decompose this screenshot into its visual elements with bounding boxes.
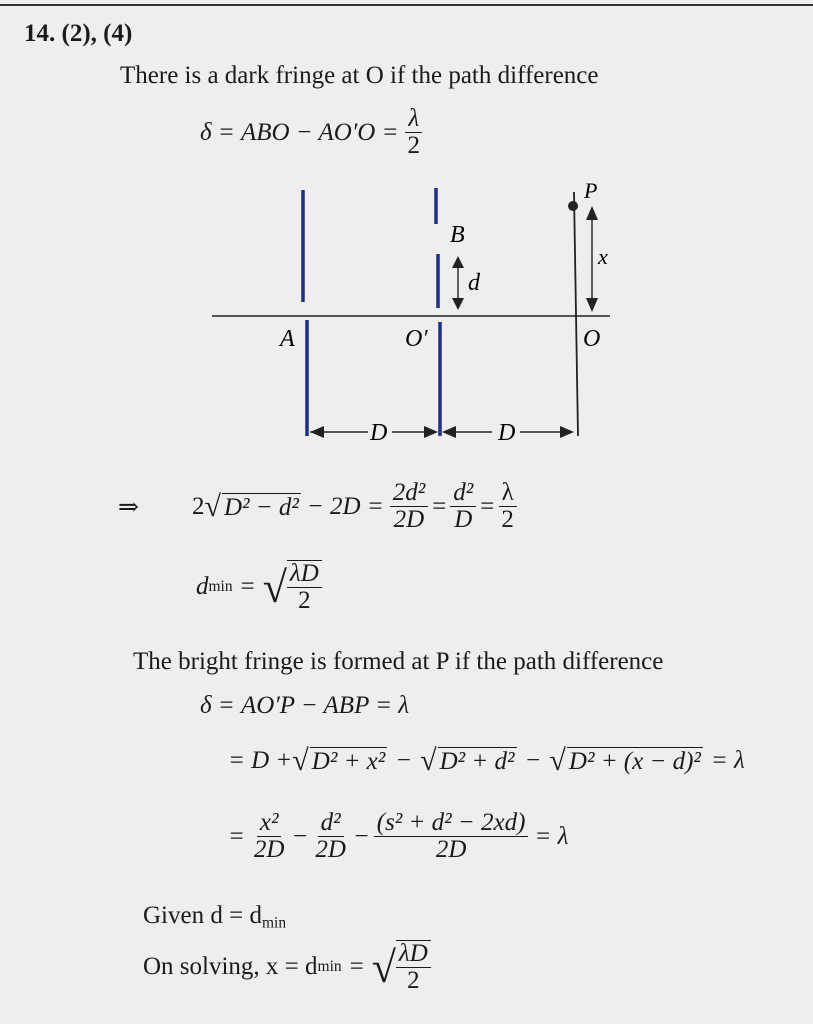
given-text: Given d = d [143,902,262,929]
bright-eq3-tail: = λ [534,822,569,850]
top-rule [0,4,813,6]
dark-eq-den: 2 [407,132,420,160]
implies-frac-1 [390,480,429,534]
bright-text: The bright fringe is formed at P if the path difference [133,648,664,675]
label-x: x [598,244,608,269]
bright-eq-3 [228,810,568,864]
dark-fringe-equation [200,106,423,160]
implies-radicand: D² − d² [223,493,299,521]
bright-eq2-radicand-2: D² + d² [439,747,515,775]
bright-eq3-f3-den: 2D [435,836,467,864]
d2-arrow-left [442,426,456,438]
solving-fraction [396,940,431,995]
given-subscript: min [261,914,287,932]
dark-eq-fraction [404,106,423,160]
implies-f1-den: 2D [393,506,425,534]
sqrt-sign: √ [371,942,396,992]
solving-num: λD [396,941,431,968]
bright-eq3-frac-3 [374,810,529,864]
bright-eq3-frac-1 [251,810,288,864]
dmin-equation: d min = √ $\frac{\lambda D}{2}$ [196,560,322,615]
d1-arrow-right [424,426,438,438]
implies-f1-num: 2d² [390,480,429,507]
point-p-dot [568,201,578,211]
bright-eq3-minus-1: − [291,822,309,850]
label-p: P [584,178,598,203]
equals-sign: = [480,492,495,520]
question-answers: (2), (4) [61,20,133,47]
bright-eq3-minus-2: − [352,822,370,850]
equals-sign: = [432,492,447,520]
bright-eq3-f2-den: 2D [315,836,346,864]
label-a: A [280,326,295,352]
bright-eq3-f1-den: 2D [253,836,285,864]
sqrt-sign: √ [420,744,437,777]
label-o: O [583,326,601,352]
implies-frac-2 [450,480,476,534]
d1-arrow-left [310,426,324,438]
label-b: B [450,222,465,248]
bright-eq3-f1-num: x² [257,810,282,837]
question-number: 14. [24,20,56,47]
given-line [143,902,286,930]
solving-text: On solving, x = d [143,953,318,981]
dark-eq-num: λ [405,106,422,133]
bright-eq2-radicand-3: D² + (x − d)² [568,747,701,775]
implies-equation [118,480,517,534]
implies-f2-num: d² [450,480,476,507]
implies-f3-num: λ [499,480,517,507]
label-d: d [468,270,480,296]
sqrt-sign: √ [204,489,221,523]
bright-eq3-f3-num: (s² + d² − 2xd) [374,810,529,837]
bright-eq3-frac-2 [312,810,349,864]
sqrt-sign: √ [262,562,287,612]
x-arrow-up [586,206,598,220]
solving-equals: = [349,953,364,981]
implies-f2-den: D [454,506,473,534]
dmin-equals: = [240,573,255,601]
intro-text: There is a dark fringe at O if the path difference [120,62,599,89]
bright-eq2-tail: = λ [710,747,745,774]
bright-eq-1: δ = AO′P − ABP = λ [200,692,410,719]
implies-minus-term: − 2D = [306,492,384,520]
screen-line [574,192,578,436]
dmin-den: 2 [298,587,311,615]
bright-eq2-minus-2: − [524,747,542,774]
x-arrow-down [586,298,598,312]
solving-line: On solving, x = d min = √ $\frac{\lambda D}{2}$ [143,940,431,995]
implies-frac-3 [498,480,517,534]
double-slit-diagram [200,178,620,458]
bright-eq2-radicand-1: D² + x² [311,747,386,775]
implies-f3-den: 2 [501,506,514,534]
bright-eq3-f2-num: d² [318,810,344,837]
implies-coef: 2 [192,492,205,520]
bright-eq-2 [228,744,745,778]
bright-eq2-lead: = D + [228,747,293,774]
solving-den: 2 [407,967,420,995]
label-d2: D [498,420,516,446]
dark-eq-lhs: δ = ABO − AO′O = [200,118,399,146]
label-d1: D [370,420,388,446]
dmin-fraction [287,560,322,615]
dmin-var: d [196,573,209,601]
d-arrow-down [452,298,464,310]
bright-eq2-minus-1: − [395,747,413,774]
d-arrow-up [452,256,464,268]
implies-arrow: ⇒ [118,493,139,521]
bright-eq3-lead: = [228,822,245,850]
question-heading [24,20,132,48]
dmin-num: λD [287,561,322,588]
label-o-prime: O′ [405,326,428,352]
sqrt-sign: √ [549,744,566,777]
d2-arrow-right [560,426,574,438]
sqrt-sign: √ [292,744,309,777]
